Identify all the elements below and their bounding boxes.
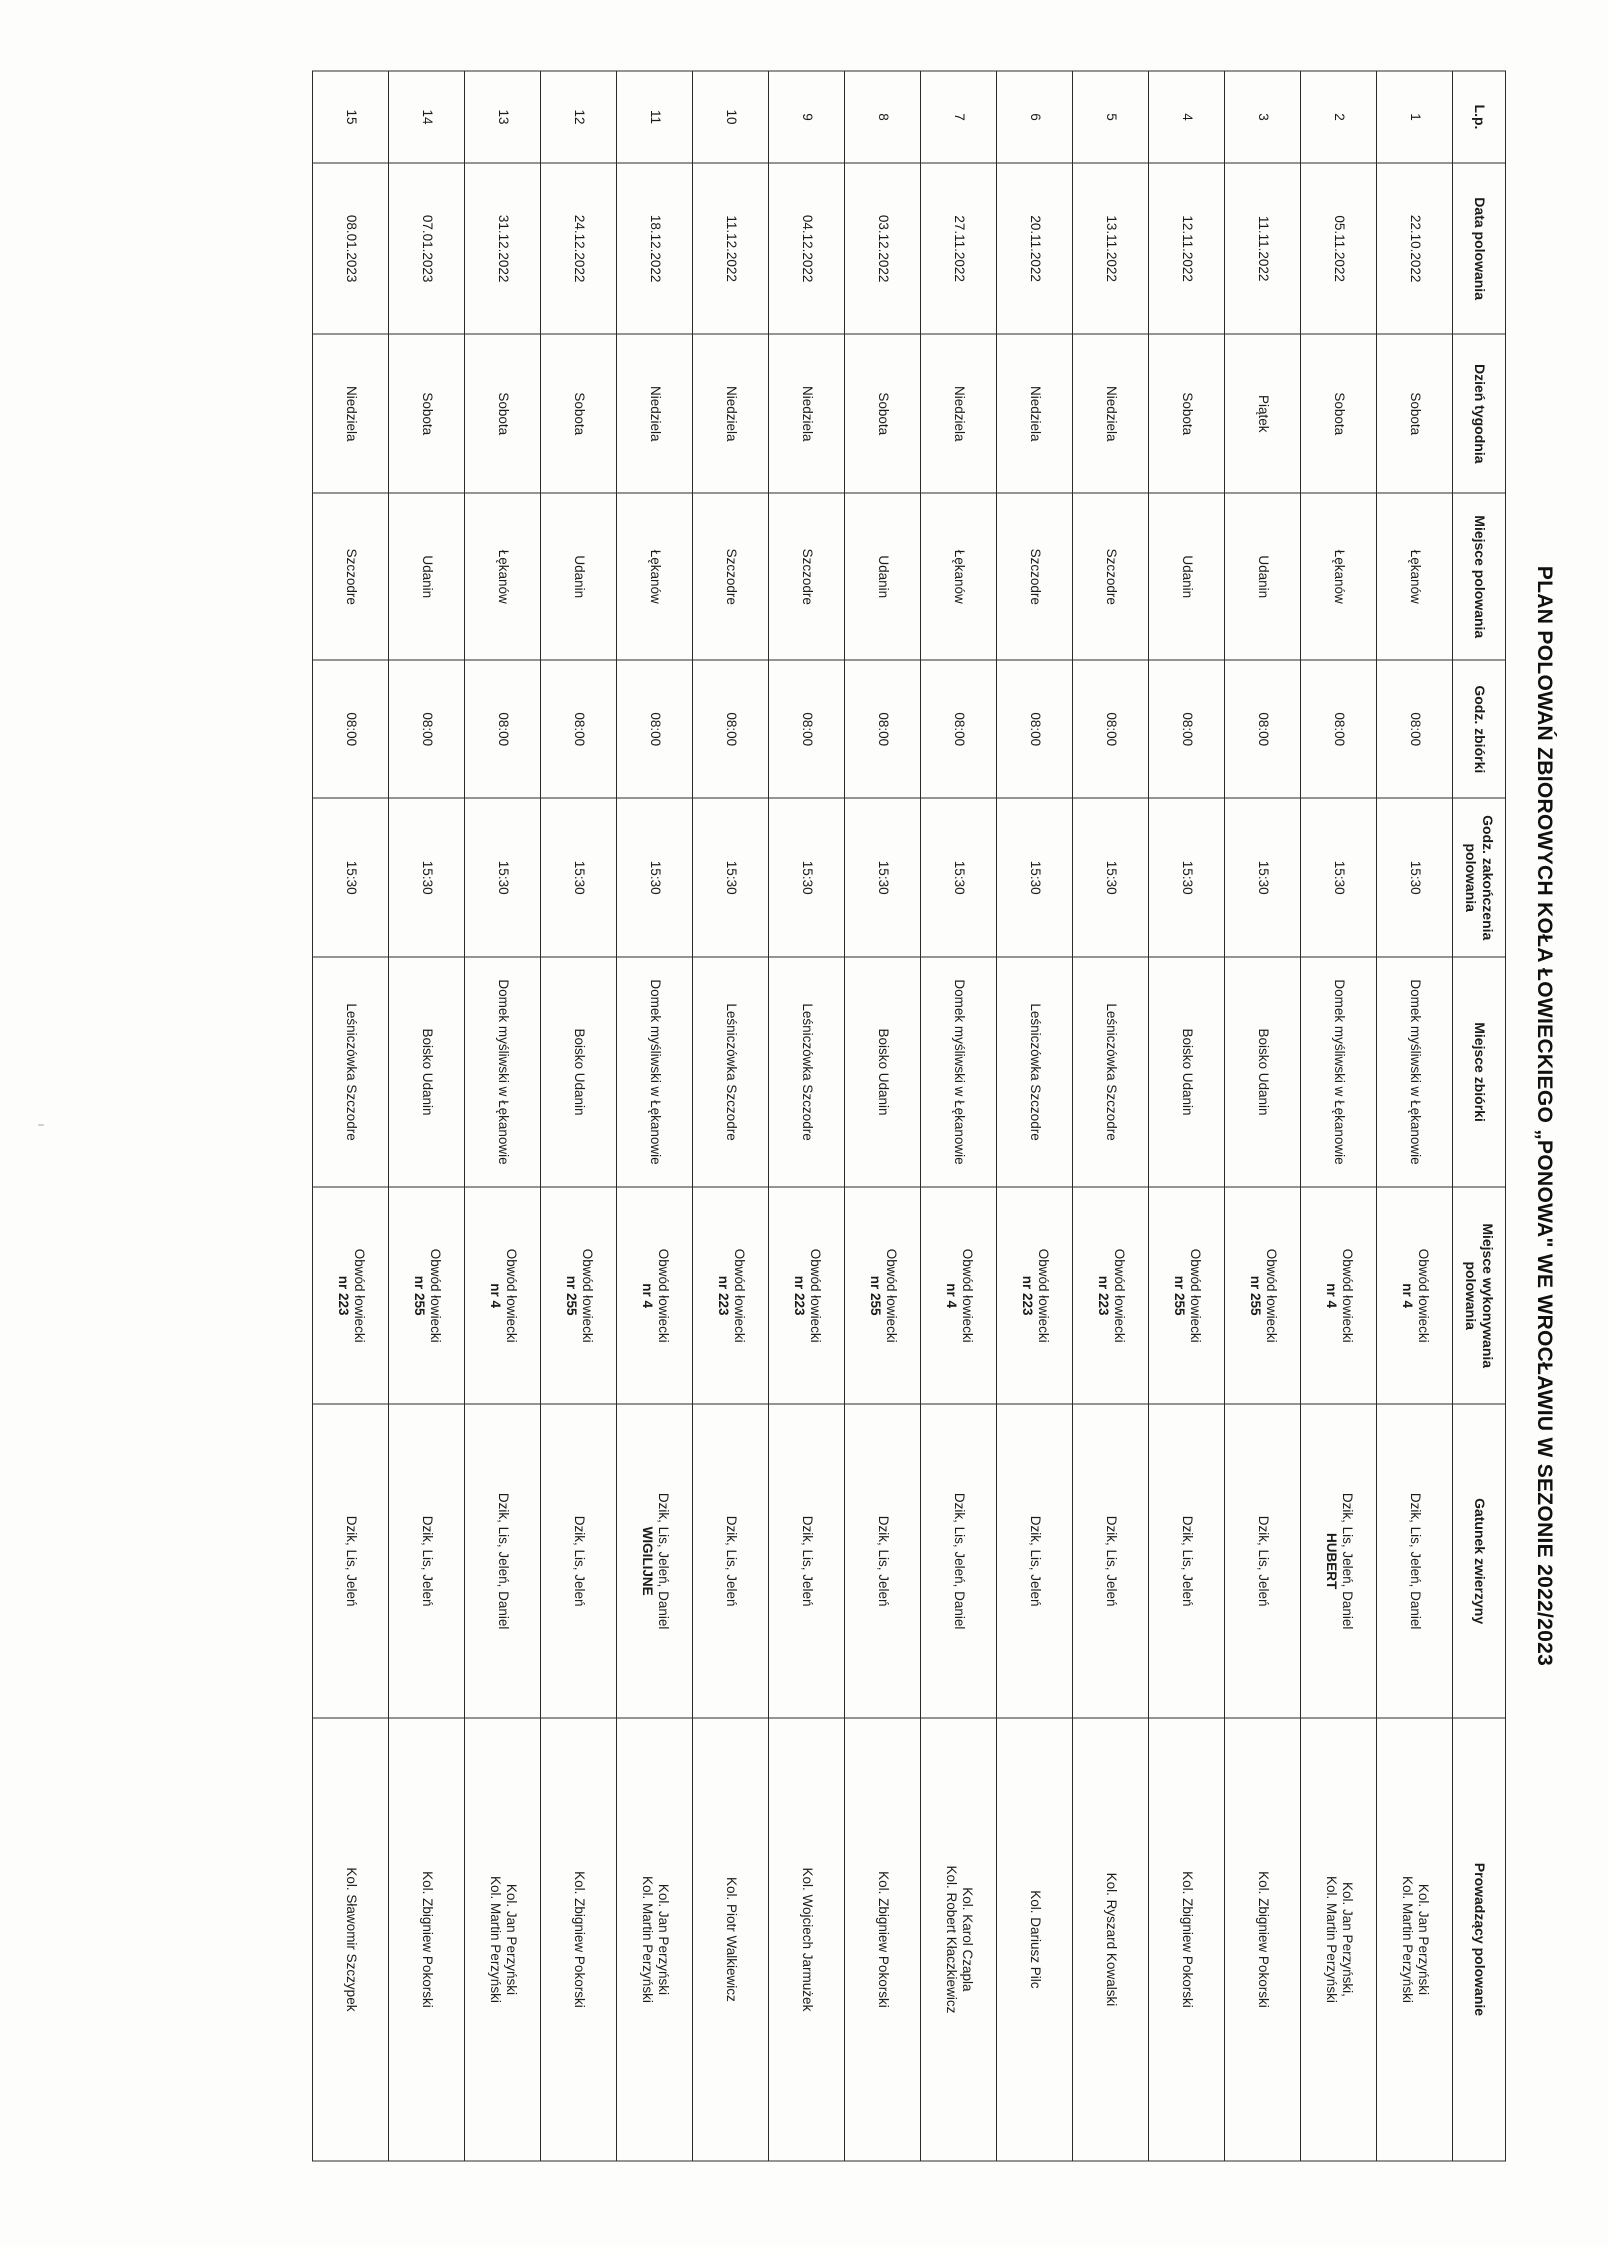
table-row: [389, 71, 465, 2161]
page-title: PLAN POLOWAŃ ZBIOROWYCH KOŁA ŁOWIECKIEGO „PONOWA" WE WROCŁAWIU W SEZONIE 2022/2023: [1533, 565, 1556, 1666]
cell-hunt-leader: [1073, 1717, 1149, 2160]
district-label: Obwód łowiecki: [503, 1248, 519, 1343]
cell-hunting-district: [617, 1187, 693, 1404]
district-number: nr 255: [411, 1275, 427, 1316]
cell-meeting-time: 08:00: [389, 660, 465, 798]
cell-row-number: 7: [921, 71, 997, 163]
cell-hunt-date: 20.11.2022: [997, 162, 1073, 333]
cell-meeting-time: 08:00: [769, 660, 845, 798]
leader-name: Kol. Ryszard Kowalski: [1103, 1872, 1119, 2006]
cell-hunt-date: 11.11.2022: [1225, 162, 1301, 333]
cell-meeting-place: Boisko Udanin: [389, 957, 465, 1187]
cell-hunt-date: 13.11.2022: [1073, 162, 1149, 333]
cell-hunt-location: Udanin: [1149, 493, 1225, 660]
column-header-lp: L.p.: [1453, 71, 1506, 163]
table-row: [1377, 71, 1453, 2161]
cell-meeting-time: 08:00: [1149, 660, 1225, 798]
district-label: Obwód łowiecki: [1035, 1248, 1051, 1343]
cell-hunt-location: Łękanów: [617, 493, 693, 660]
district-number: nr 4: [1399, 1282, 1415, 1308]
cell-end-time: 15:30: [693, 798, 769, 957]
cell-meeting-place: Leśniczówka Szczodre: [1073, 957, 1149, 1187]
cell-hunt-date: 22.10.2022: [1377, 162, 1453, 333]
leader-name: Kol. Martin Perzyński: [487, 1875, 503, 2003]
district-label: Obwód łowiecki: [883, 1248, 899, 1343]
cell-meeting-time: 08:00: [541, 660, 617, 798]
cell-hunt-leader: [465, 1717, 541, 2160]
leader-name: Kol. Jan Perzyński,: [1339, 1881, 1355, 1997]
cell-weekday: Niedziela: [617, 334, 693, 493]
cell-meeting-place: Leśniczówka Szczodre: [313, 957, 389, 1187]
district-label: Obwód łowiecki: [1111, 1248, 1127, 1343]
district-number: nr 255: [867, 1275, 883, 1316]
cell-hunt-location: Łękanów: [1301, 493, 1377, 660]
cell-hunting-district: [465, 1187, 541, 1404]
cell-end-time: 15:30: [1073, 798, 1149, 957]
cell-hunting-district: [389, 1187, 465, 1404]
district-number: nr 223: [335, 1275, 351, 1316]
cell-weekday: Sobota: [389, 334, 465, 493]
cell-meeting-place: Domek myśliwski w Łękanowie: [1301, 957, 1377, 1187]
cell-hunt-location: Szczodre: [693, 493, 769, 660]
cell-game-species: [769, 1404, 845, 1718]
cell-end-time: 15:30: [1301, 798, 1377, 957]
cell-weekday: Piątek: [1225, 334, 1301, 493]
cell-hunting-district: [1301, 1187, 1377, 1404]
cell-hunting-district: [693, 1187, 769, 1404]
cell-meeting-time: 08:00: [1301, 660, 1377, 798]
cell-game-species: [845, 1404, 921, 1718]
cell-hunt-leader: [389, 1717, 465, 2160]
cell-hunting-district: [1149, 1187, 1225, 1404]
cell-meeting-place: Leśniczówka Szczodre: [769, 957, 845, 1187]
cell-end-time: 15:30: [845, 798, 921, 957]
cell-weekday: Sobota: [465, 334, 541, 493]
cell-hunting-district: [1225, 1187, 1301, 1404]
species-list: Dzik, Lis, Jeleń: [723, 1515, 739, 1606]
district-number: nr 223: [1095, 1275, 1111, 1316]
species-list: Dzik, Lis, Jeleń, Daniel: [1339, 1492, 1355, 1629]
leader-name: Kol. Karol Czapla: [959, 1886, 975, 1992]
cell-end-time: 15:30: [1149, 798, 1225, 957]
cell-meeting-time: 08:00: [1225, 660, 1301, 798]
cell-meeting-time: 08:00: [845, 660, 921, 798]
cell-hunt-location: Udanin: [845, 493, 921, 660]
cell-row-number: 8: [845, 71, 921, 163]
column-header-end-time: Godz. zakończenia polowania: [1453, 798, 1506, 957]
cell-hunt-leader: [1225, 1717, 1301, 2160]
cell-hunt-location: Szczodre: [997, 493, 1073, 660]
cell-hunt-date: 27.11.2022: [921, 162, 997, 333]
cell-game-species: [313, 1404, 389, 1718]
table-row: [1225, 71, 1301, 2161]
table-row: [313, 71, 389, 2161]
column-header-hunting-district: Miejsce wykonywania polowania: [1453, 1187, 1506, 1404]
district-number: nr 4: [1323, 1282, 1339, 1308]
cell-game-species: [1149, 1404, 1225, 1718]
cell-row-number: 12: [541, 71, 617, 163]
column-header-meeting-time: Godz. zbiórki: [1453, 660, 1506, 798]
leader-name: Kol. Jan Perzyński: [1415, 1883, 1431, 1995]
cell-meeting-time: 08:00: [997, 660, 1073, 798]
cell-hunting-district: [541, 1187, 617, 1404]
species-list: Dzik, Lis, Jeleń, Daniel: [495, 1492, 511, 1629]
cell-end-time: 15:30: [541, 798, 617, 957]
district-label: Obwód łowiecki: [579, 1248, 595, 1343]
cell-weekday: Sobota: [845, 334, 921, 493]
cell-hunt-leader: [921, 1717, 997, 2160]
cell-hunting-district: [845, 1187, 921, 1404]
district-number: nr 4: [487, 1282, 503, 1308]
cell-hunt-date: 04.12.2022: [769, 162, 845, 333]
cell-hunt-location: Łękanów: [921, 493, 997, 660]
cell-hunting-district: [313, 1187, 389, 1404]
cell-meeting-place: Boisko Udanin: [1225, 957, 1301, 1187]
column-header-game-species: Gatunek zwierzyny: [1453, 1404, 1506, 1718]
species-list: Dzik, Lis, Jeleń: [343, 1515, 359, 1606]
cell-hunt-leader: [997, 1717, 1073, 2160]
table-row: [465, 71, 541, 2161]
district-label: Obwód łowiecki: [427, 1248, 443, 1343]
cell-meeting-place: Domek myśliwski w Łękanowie: [465, 957, 541, 1187]
leader-name: Kol. Wojciech Jarmużek: [799, 1867, 815, 2011]
cell-row-number: 4: [1149, 71, 1225, 163]
cell-meeting-time: 08:00: [465, 660, 541, 798]
leader-name: Kol. Piotr Walkiewicz: [723, 1876, 739, 2002]
cell-meeting-place: Boisko Udanin: [541, 957, 617, 1187]
column-header-date: Data polowania: [1453, 162, 1506, 333]
cell-hunt-leader: [693, 1717, 769, 2160]
cell-row-number: 2: [1301, 71, 1377, 163]
leader-name: Kol. Zbigniew Pokorski: [875, 1870, 891, 2008]
cell-hunt-date: 11.12.2022: [693, 162, 769, 333]
cell-row-number: 14: [389, 71, 465, 163]
district-label: Obwód łowiecki: [1187, 1248, 1203, 1343]
cell-meeting-place: Domek myśliwski w Łękanowie: [617, 957, 693, 1187]
cell-row-number: 9: [769, 71, 845, 163]
table-row: [1149, 71, 1225, 2161]
cell-hunt-leader: [313, 1717, 389, 2160]
district-label: Obwód łowiecki: [655, 1248, 671, 1343]
cell-row-number: 6: [997, 71, 1073, 163]
cell-hunt-date: 31.12.2022: [465, 162, 541, 333]
cell-end-time: 15:30: [921, 798, 997, 957]
cell-hunt-location: Łękanów: [1377, 493, 1453, 660]
cell-hunt-leader: [845, 1717, 921, 2160]
district-label: Obwód łowiecki: [1339, 1248, 1355, 1343]
column-header-meeting-place: Miejsce zbiórki: [1453, 957, 1506, 1187]
cell-hunt-location: Szczodre: [769, 493, 845, 660]
cell-hunt-date: 07.01.2023: [389, 162, 465, 333]
cell-end-time: 15:30: [1225, 798, 1301, 957]
scan-artifact: [38, 1124, 44, 1126]
cell-weekday: Niedziela: [693, 334, 769, 493]
cell-end-time: 15:30: [769, 798, 845, 957]
cell-hunt-date: 18.12.2022: [617, 162, 693, 333]
cell-meeting-place: Domek myśliwski w Łękanowie: [1377, 957, 1453, 1187]
cell-hunt-location: Udanin: [1225, 493, 1301, 660]
cell-game-species: [921, 1404, 997, 1718]
special-hunt-name: HUBERT: [1323, 1532, 1339, 1589]
cell-hunt-leader: [617, 1717, 693, 2160]
cell-hunt-leader: [1149, 1717, 1225, 2160]
cell-row-number: 15: [313, 71, 389, 163]
cell-end-time: 15:30: [313, 798, 389, 957]
leader-name: Kol. Jan Perzyński: [503, 1883, 519, 1995]
table-row: [1073, 71, 1149, 2161]
cell-game-species: [1377, 1404, 1453, 1718]
cell-hunt-date: 05.11.2022: [1301, 162, 1377, 333]
district-number: nr 223: [715, 1275, 731, 1316]
species-list: Dzik, Lis, Jeleń, Daniel: [951, 1492, 967, 1629]
leader-name: Kol. Martin Perzyński: [1323, 1875, 1339, 2003]
cell-game-species: [1225, 1404, 1301, 1718]
cell-game-species: [1301, 1404, 1377, 1718]
cell-weekday: Niedziela: [997, 334, 1073, 493]
cell-weekday: Niedziela: [921, 334, 997, 493]
species-list: Dzik, Lis, Jeleń: [1255, 1515, 1271, 1606]
species-list: Dzik, Lis, Jeleń: [1027, 1515, 1043, 1606]
cell-weekday: Sobota: [1149, 334, 1225, 493]
cell-weekday: Sobota: [1301, 334, 1377, 493]
cell-hunt-leader: [1377, 1717, 1453, 2160]
column-header-weekday: Dzień tygodnia: [1453, 334, 1506, 493]
species-list: Dzik, Lis, Jeleń: [1179, 1515, 1195, 1606]
column-header-leader: Prowadzący polowanie: [1453, 1717, 1506, 2160]
cell-row-number: 11: [617, 71, 693, 163]
species-list: Dzik, Lis, Jeleń, Daniel: [1407, 1492, 1423, 1629]
cell-row-number: 5: [1073, 71, 1149, 163]
species-list: Dzik, Lis, Jeleń: [875, 1515, 891, 1606]
cell-meeting-place: Leśniczówka Szczodre: [997, 957, 1073, 1187]
district-number: nr 255: [563, 1275, 579, 1316]
cell-meeting-time: 08:00: [1377, 660, 1453, 798]
column-header-location: Miejsce polowania: [1453, 493, 1506, 660]
leader-name: Kol. Zbigniew Pokorski: [1255, 1870, 1271, 2008]
leader-name: Kol. Martin Perzyński: [1399, 1875, 1415, 2003]
cell-hunt-location: Szczodre: [313, 493, 389, 660]
district-number: nr 223: [1019, 1275, 1035, 1316]
table-row: [617, 71, 693, 2161]
species-list: Dzik, Lis, Jeleń: [419, 1515, 435, 1606]
district-label: Obwód łowiecki: [1263, 1248, 1279, 1343]
cell-meeting-place: Boisko Udanin: [1149, 957, 1225, 1187]
cell-hunting-district: [997, 1187, 1073, 1404]
district-label: Obwód łowiecki: [731, 1248, 747, 1343]
cell-game-species: [1073, 1404, 1149, 1718]
cell-hunt-location: Łękanów: [465, 493, 541, 660]
district-label: Obwód łowiecki: [807, 1248, 823, 1343]
cell-weekday: Niedziela: [313, 334, 389, 493]
leader-name: Kol. Martin Perzyński: [639, 1875, 655, 2003]
species-list: Dzik, Lis, Jeleń: [571, 1515, 587, 1606]
cell-end-time: 15:30: [997, 798, 1073, 957]
cell-hunt-location: Udanin: [541, 493, 617, 660]
special-hunt-name: WIGILIJNE: [639, 1526, 655, 1596]
leader-name: Kol. Robert Kłaczkiewicz: [943, 1865, 959, 2013]
cell-game-species: [389, 1404, 465, 1718]
cell-end-time: 15:30: [1377, 798, 1453, 957]
district-number: nr 4: [943, 1282, 959, 1308]
district-label: Obwód łowiecki: [1415, 1248, 1431, 1343]
cell-hunting-district: [1377, 1187, 1453, 1404]
district-number: nr 223: [791, 1275, 807, 1316]
table-row: [997, 71, 1073, 2161]
cell-row-number: 1: [1377, 71, 1453, 163]
cell-weekday: Niedziela: [769, 334, 845, 493]
cell-hunt-date: 08.01.2023: [313, 162, 389, 333]
species-list: Dzik, Lis, Jeleń: [799, 1515, 815, 1606]
cell-game-species: [541, 1404, 617, 1718]
cell-hunt-date: 03.12.2022: [845, 162, 921, 333]
cell-hunt-leader: [769, 1717, 845, 2160]
district-label: Obwód łowiecki: [351, 1248, 367, 1343]
cell-end-time: 15:30: [389, 798, 465, 957]
cell-hunting-district: [921, 1187, 997, 1404]
table-row: [693, 71, 769, 2161]
leader-name: Kol. Zbigniew Pokorski: [571, 1870, 587, 2008]
table-row: [541, 71, 617, 2161]
cell-hunt-location: Szczodre: [1073, 493, 1149, 660]
cell-weekday: Sobota: [1377, 334, 1453, 493]
cell-hunt-leader: [541, 1717, 617, 2160]
cell-meeting-place: Boisko Udanin: [845, 957, 921, 1187]
cell-hunt-location: Udanin: [389, 493, 465, 660]
cell-meeting-place: Leśniczówka Szczodre: [693, 957, 769, 1187]
cell-hunting-district: [1073, 1187, 1149, 1404]
cell-weekday: Niedziela: [1073, 334, 1149, 493]
cell-hunting-district: [769, 1187, 845, 1404]
species-list: Dzik, Lis, Jeleń, Daniel: [655, 1492, 671, 1629]
cell-game-species: [997, 1404, 1073, 1718]
cell-game-species: [617, 1404, 693, 1718]
cell-meeting-time: 08:00: [617, 660, 693, 798]
cell-game-species: [693, 1404, 769, 1718]
cell-meeting-place: Domek myśliwski w Łękanowie: [921, 957, 997, 1187]
district-number: nr 255: [1171, 1275, 1187, 1316]
table-row: [845, 71, 921, 2161]
cell-hunt-date: 12.11.2022: [1149, 162, 1225, 333]
hunting-plan-table: [312, 70, 1506, 2161]
district-number: nr 4: [639, 1282, 655, 1308]
leader-name: Kol. Sławomir Szczypek: [343, 1866, 359, 2011]
cell-meeting-time: 08:00: [313, 660, 389, 798]
table-row: [921, 71, 997, 2161]
cell-row-number: 10: [693, 71, 769, 163]
table-row: [769, 71, 845, 2161]
cell-meeting-time: 08:00: [693, 660, 769, 798]
cell-weekday: Sobota: [541, 334, 617, 493]
cell-hunt-leader: [1301, 1717, 1377, 2160]
table-header-row: [1453, 71, 1506, 2161]
species-list: Dzik, Lis, Jeleń: [1103, 1515, 1119, 1606]
cell-row-number: 3: [1225, 71, 1301, 163]
cell-meeting-time: 08:00: [921, 660, 997, 798]
district-label: Obwód łowiecki: [959, 1248, 975, 1343]
cell-end-time: 15:30: [465, 798, 541, 957]
leader-name: Kol. Jan Perzyński: [655, 1883, 671, 1995]
cell-meeting-time: 08:00: [1073, 660, 1149, 798]
table-row: [1301, 71, 1377, 2161]
leader-name: Kol. Dariusz Pilc: [1027, 1889, 1043, 1989]
cell-game-species: [465, 1404, 541, 1718]
leader-name: Kol. Zbigniew Pokorski: [419, 1870, 435, 2008]
leader-name: Kol. Zbigniew Pokorski: [1179, 1870, 1195, 2008]
cell-hunt-date: 24.12.2022: [541, 162, 617, 333]
cell-row-number: 13: [465, 71, 541, 163]
cell-end-time: 15:30: [617, 798, 693, 957]
district-number: nr 255: [1247, 1275, 1263, 1316]
